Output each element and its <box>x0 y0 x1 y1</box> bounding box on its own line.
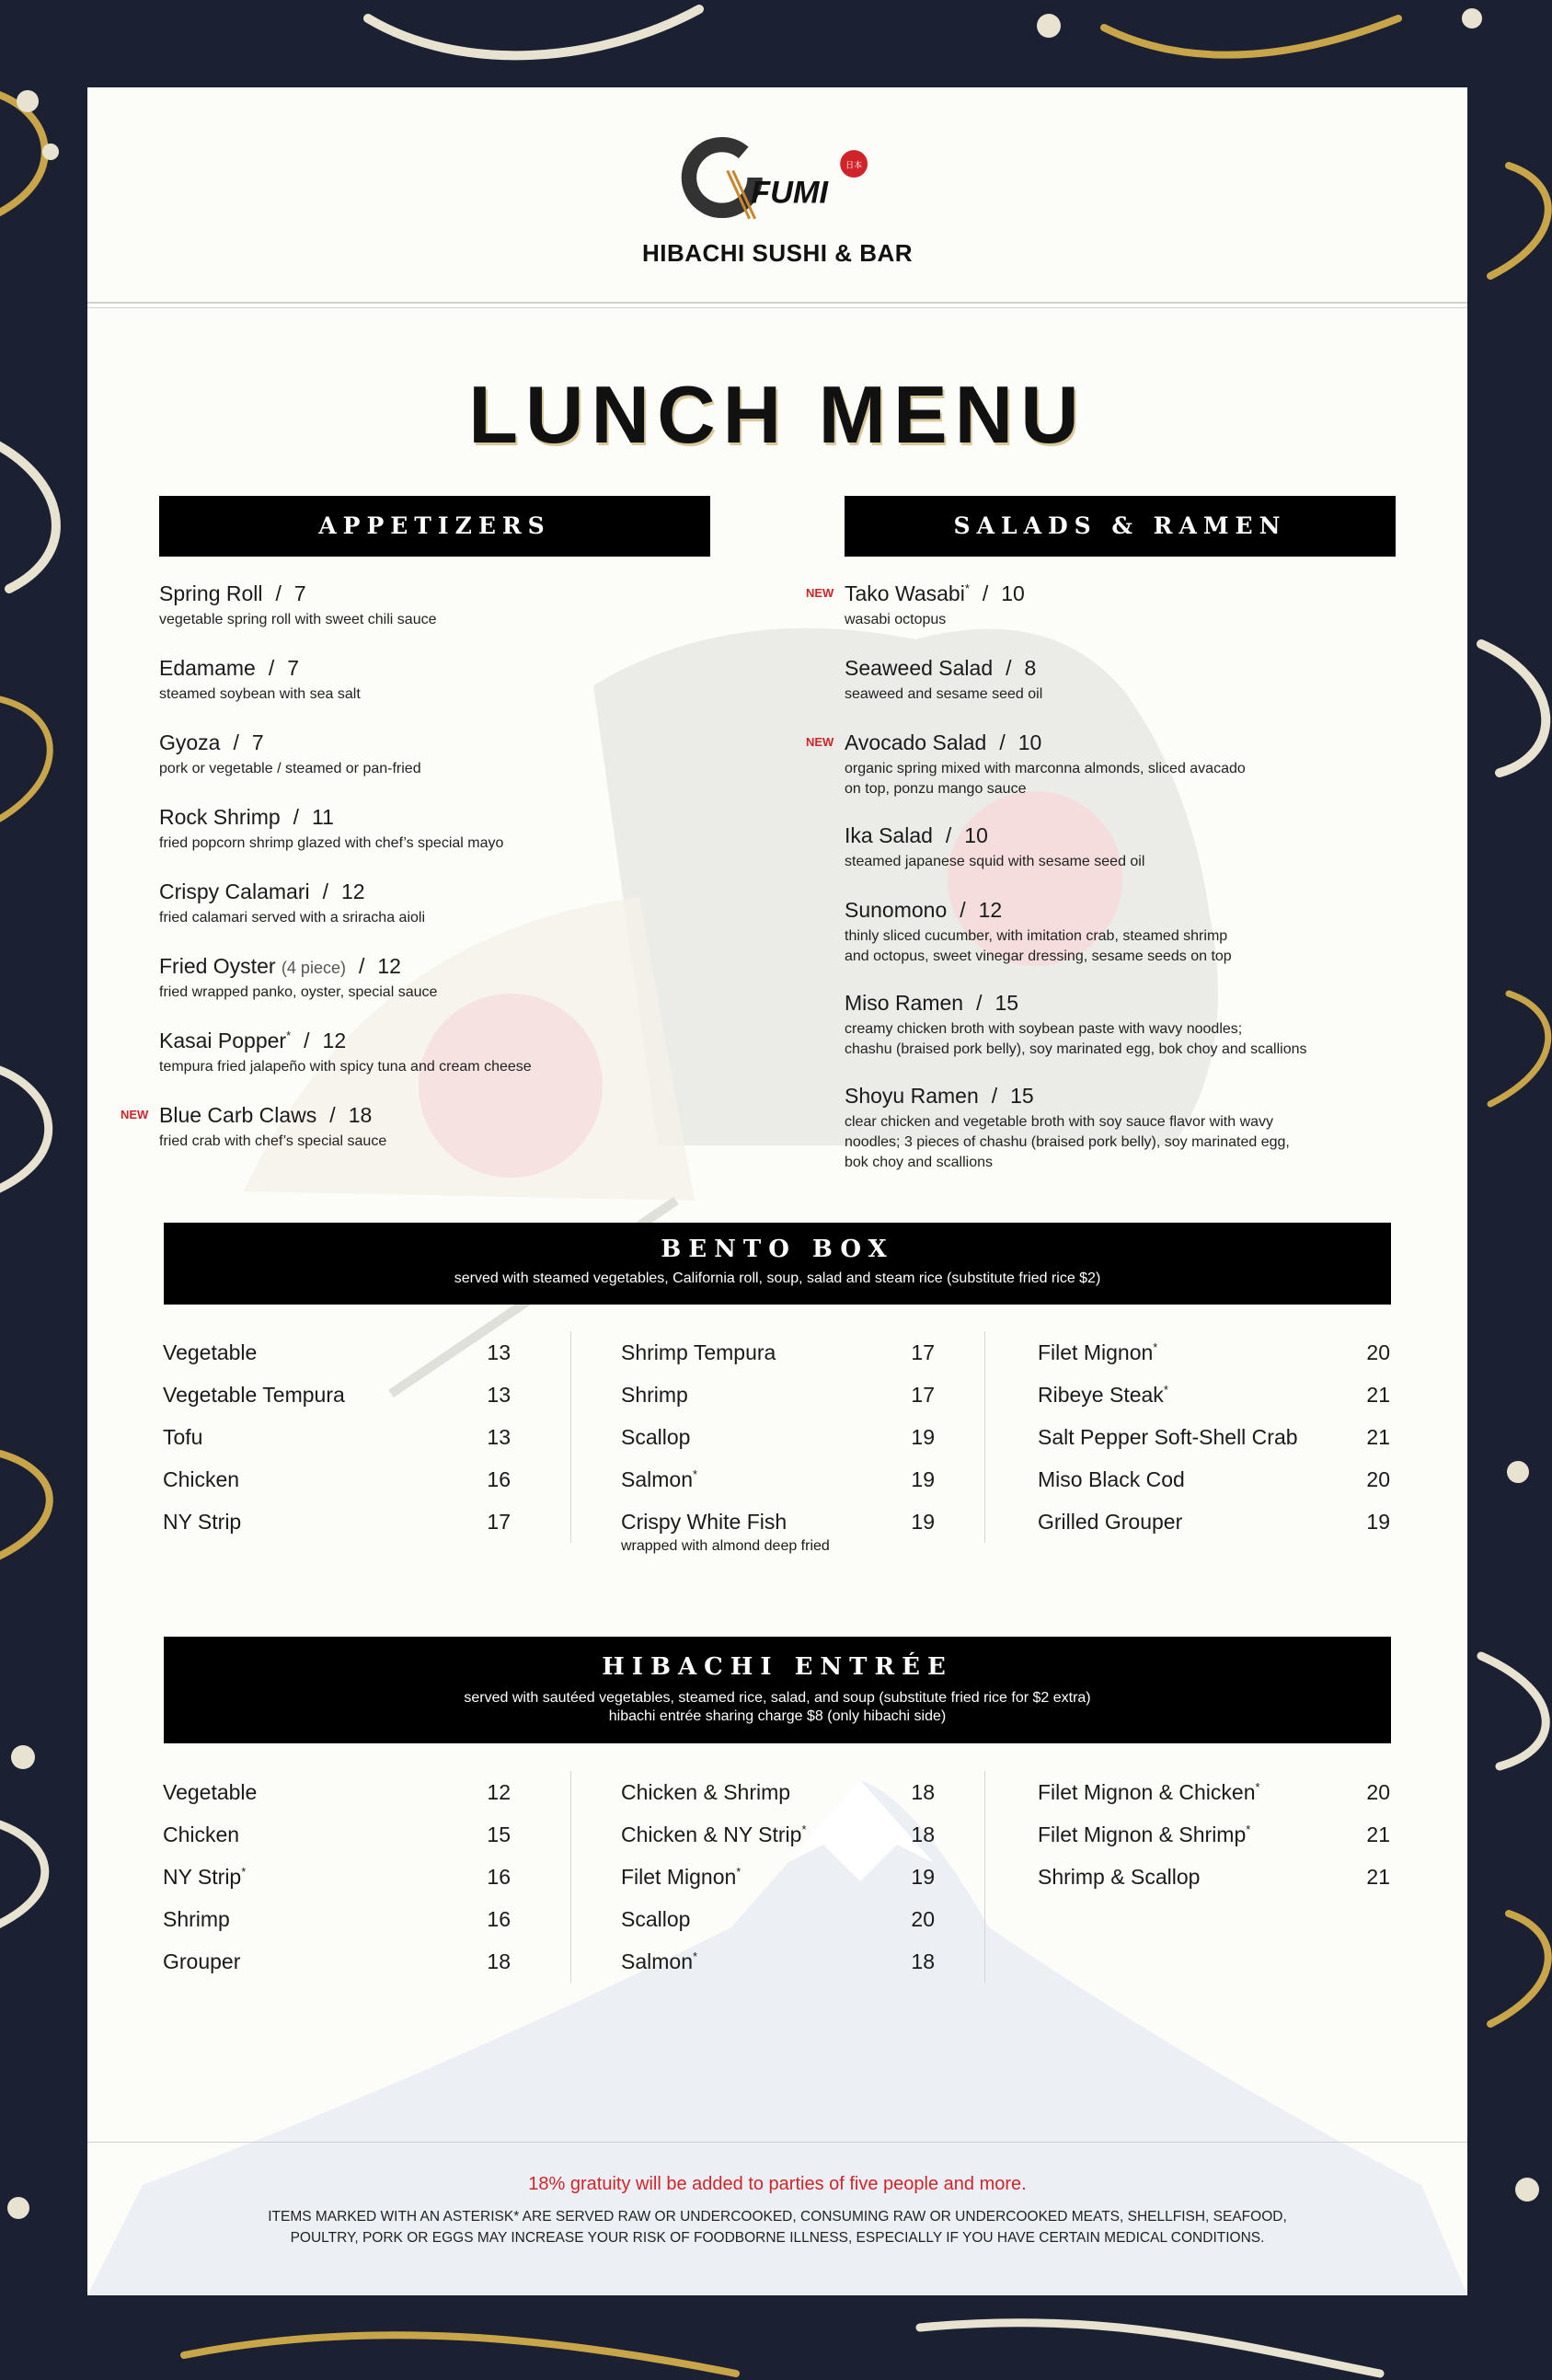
disclaimer-line-1: ITEMS MARKED WITH AN ASTERISK* ARE SERVED RAW OR UNDERCOOKED, CONSUMING RAW OR UNDERCOOKED MEATS, SHELLFISH, SEAFOOD, <box>268 2209 1287 2225</box>
item-description: vegetable spring roll with sweet chili sauce <box>159 612 437 627</box>
item-name: Vegetable <box>163 1340 258 1364</box>
item-name: Crispy White Fish <box>621 1510 787 1534</box>
svg-text:日本: 日本 <box>845 161 863 171</box>
item-name: Tofu <box>163 1425 203 1449</box>
menu-item: Seaweed Salad / 8 seaweed and sesame seed oil <box>845 656 1415 705</box>
item-name: Filet Mignon <box>621 1865 737 1889</box>
item-price: 18 <box>911 1822 935 1846</box>
item-name: Shrimp <box>163 1907 230 1931</box>
menu-item: Rock Shrimp / 11 fried popcorn shrimp glazed with chef’s special mayo <box>159 805 730 854</box>
item-name: Avocado Salad <box>845 730 987 754</box>
item-price: 20 <box>1366 1467 1390 1491</box>
bento-box-header <box>164 1223 1391 1305</box>
raw-asterisk: * <box>1163 1383 1168 1397</box>
menu-item <box>621 1383 688 1408</box>
menu-item <box>163 1907 230 1932</box>
item-name: NY Strip <box>163 1865 242 1889</box>
item-price: 21 <box>1366 1425 1390 1449</box>
menu-item <box>621 1949 697 1974</box>
item-price: 19 <box>911 1865 935 1889</box>
item-price: 16 <box>487 1907 511 1931</box>
item-name: Grilled Grouper <box>1038 1510 1183 1534</box>
hibachi-header <box>164 1637 1391 1743</box>
menu-item <box>621 1425 690 1450</box>
item-name: Shrimp Tempura <box>621 1340 776 1364</box>
item-name: Miso Black Cod <box>1038 1467 1185 1491</box>
item-description: wrapped with almond deep fried <box>621 1538 830 1554</box>
raw-asterisk: * <box>692 1467 698 1481</box>
item-description: tempura fried jalapeño with spicy tuna and cream cheese <box>159 1059 532 1075</box>
item-price: 13 <box>487 1340 511 1364</box>
menu-item <box>1038 1425 1298 1450</box>
column-divider <box>570 1331 571 1543</box>
item-price: 19 <box>1366 1510 1390 1534</box>
item-description: creamy chicken broth with soybean paste with wavy noodles; chashu (braised pork belly), soy marinated egg, bok choy and scallions <box>845 1021 1307 1057</box>
menu-item <box>163 1510 241 1535</box>
menu-item <box>621 1467 697 1492</box>
item-price: 20 <box>1366 1780 1390 1804</box>
item-price: 10 <box>1017 730 1042 754</box>
menu-item <box>621 1510 830 1555</box>
item-name: Kasai Popper <box>159 1029 287 1052</box>
item-price: 7 <box>251 730 264 754</box>
menu-item: Edamame / 7 steamed soybean with sea salt <box>159 656 730 705</box>
item-price: 7 <box>287 656 300 680</box>
item-price: 17 <box>487 1510 511 1534</box>
raw-asterisk: * <box>801 1822 807 1836</box>
menu-item <box>163 1467 239 1492</box>
item-name: Rock Shrimp <box>159 805 281 829</box>
item-price: 16 <box>487 1467 511 1491</box>
item-name: Chicken & NY Strip <box>621 1822 802 1846</box>
menu-item: Sunomono / 12 thinly sliced cucumber, with imitation crab, steamed shrimp and octopus, sweet vinegar dressing, sesame seeds on top <box>845 898 1415 967</box>
item-name: Filet Mignon & Chicken <box>1038 1780 1256 1804</box>
disclaimer-line-2: POULTRY, PORK OR EGGS MAY INCREASE YOUR RISK OF FOODBORNE ILLNESS, ESPECIALLY IF YOU HAVE CERTAIN MEDICAL CONDITIONS. <box>290 2230 1265 2246</box>
menu-item <box>621 1907 690 1932</box>
item-description: fried calamari served with a sriracha aioli <box>159 910 425 926</box>
menu-item: Crispy Calamari / 12 fried calamari served with a sriracha aioli <box>159 880 730 928</box>
menu-item <box>163 1340 257 1365</box>
raw-asterisk: * <box>1246 1822 1251 1836</box>
page-title: LUNCH MENU <box>468 369 1086 460</box>
item-description: fried popcorn shrimp glazed with chef’s special mayo <box>159 835 504 851</box>
item-price: 17 <box>911 1383 935 1407</box>
item-price: 15 <box>487 1822 511 1846</box>
menu-item <box>621 1865 741 1890</box>
menu-item: NEW Avocado Salad / 10 organic spring mixed with marconna almonds, sliced avacado on top, ponzu mango sauce <box>845 730 1415 799</box>
item-name: Seaweed Salad <box>845 656 994 680</box>
footer-divider <box>87 2142 1467 2143</box>
item-name: Chicken & Shrimp <box>621 1780 791 1804</box>
menu-item <box>1038 1467 1185 1492</box>
item-description: clear chicken and vegetable broth with soy sauce flavor with wavy noodles; 3 pieces of chashu (braised pork belly), soy marinated egg, bok choy and scallions <box>845 1114 1290 1170</box>
menu-item <box>163 1822 239 1847</box>
item-price: 15 <box>1010 1084 1034 1108</box>
item-price: 11 <box>312 805 334 829</box>
menu-panel <box>87 87 1467 2295</box>
item-name: Scallop <box>621 1907 691 1931</box>
item-name: Shrimp <box>621 1383 688 1407</box>
item-price: 16 <box>487 1865 511 1889</box>
item-name: Sunomono <box>845 898 948 922</box>
item-name: Salt Pepper Soft-Shell Crab <box>1038 1425 1298 1449</box>
menu-item <box>621 1780 790 1805</box>
item-price: 21 <box>1366 1383 1390 1407</box>
item-description: organic spring mixed with marconna almonds, sliced avacado on top, ponzu mango sauce <box>845 761 1246 797</box>
menu-item <box>1038 1822 1250 1847</box>
menu-item <box>1038 1340 1157 1365</box>
item-price: 12 <box>377 954 401 978</box>
item-price: 18 <box>487 1949 511 1973</box>
menu-item <box>1038 1510 1182 1535</box>
menu-item <box>621 1340 776 1365</box>
raw-asterisk: * <box>1255 1780 1260 1794</box>
menu-item <box>163 1780 257 1805</box>
item-name: Chicken <box>163 1822 240 1846</box>
menu-item: Shoyu Ramen / 15 clear chicken and vegetable broth with soy sauce flavor with wavy noodles; 3 pieces of chashu (braised pork belly), soy marinated egg, bok choy and scallions <box>845 1084 1415 1173</box>
item-name: Salmon <box>621 1467 693 1491</box>
menu-item <box>1038 1383 1168 1408</box>
item-price: 10 <box>1001 581 1025 605</box>
appetizers-heading: APPETIZERS <box>159 496 710 557</box>
header-divider <box>87 302 1467 304</box>
item-description: seaweed and sesame seed oil <box>845 686 1043 702</box>
item-price: 20 <box>911 1907 935 1931</box>
hibachi-subtitle: served with sautéed vegetables, steamed rice, salad, and soup (substitute fried rice for $2 extra) <box>464 1690 1091 1706</box>
item-name: Miso Ramen <box>845 991 964 1015</box>
item-name: Crispy Calamari <box>159 880 310 903</box>
item-price: 18 <box>911 1949 935 1973</box>
item-price: 21 <box>1366 1822 1390 1846</box>
item-description: pork or vegetable / steamed or pan-fried <box>159 761 421 776</box>
menu-item <box>1038 1865 1200 1890</box>
item-price: 12 <box>978 898 1003 922</box>
svg-text:FUMI: FUMI <box>751 175 829 211</box>
item-name: Shrimp & Scallop <box>1038 1865 1201 1889</box>
item-note: (4 piece) <box>281 959 346 977</box>
item-name: Vegetable Tempura <box>163 1383 345 1407</box>
menu-item <box>163 1865 246 1890</box>
column-divider <box>570 1771 571 1983</box>
item-price: 19 <box>911 1425 935 1449</box>
salads-ramen-heading: SALADS & RAMEN <box>845 496 1396 557</box>
item-price: 13 <box>487 1383 511 1407</box>
item-price: 13 <box>487 1425 511 1449</box>
item-name: Ika Salad <box>845 823 933 847</box>
item-name: Salmon <box>621 1949 693 1973</box>
item-price: 12 <box>340 880 365 903</box>
item-price: 10 <box>964 823 988 847</box>
menu-item <box>163 1425 202 1450</box>
item-description: fried wrapped panko, oyster, special sauce <box>159 984 438 1000</box>
raw-asterisk: * <box>286 1029 292 1042</box>
raw-asterisk: * <box>692 1949 698 1963</box>
item-name: Vegetable <box>163 1780 258 1804</box>
menu-item <box>1038 1780 1260 1805</box>
item-name: NY Strip <box>163 1510 242 1534</box>
item-name: Fried Oyster <box>159 954 276 978</box>
new-badge: NEW <box>806 735 834 749</box>
item-price: 18 <box>911 1780 935 1804</box>
item-name: Spring Roll <box>159 581 263 605</box>
item-name: Filet Mignon & Shrimp <box>1038 1822 1247 1846</box>
item-price: 8 <box>1024 656 1037 680</box>
menu-item: Ika Salad / 10 steamed japanese squid with sesame seed oil <box>845 823 1415 872</box>
raw-asterisk: * <box>1153 1340 1158 1354</box>
item-price: 21 <box>1366 1865 1390 1889</box>
fumi-logo <box>673 126 880 229</box>
menu-item <box>163 1383 345 1408</box>
menu-item: NEW Blue Carb Claws / 18 fried crab with chef’s special sauce <box>159 1103 730 1152</box>
header-divider <box>87 307 1467 308</box>
item-price: 18 <box>348 1103 373 1127</box>
item-name: Scallop <box>621 1425 691 1449</box>
menu-item <box>621 1822 807 1847</box>
new-badge: NEW <box>121 1108 149 1121</box>
menu-item: Miso Ramen / 15 creamy chicken broth with soybean paste with wavy noodles; chashu (braised pork belly), soy marinated egg, bok choy and scallions <box>845 991 1415 1060</box>
item-price: 15 <box>994 991 1019 1015</box>
menu-item: Kasai Popper* / 12 tempura fried jalapeño with spicy tuna and cream cheese <box>159 1029 730 1077</box>
item-description: steamed japanese squid with sesame seed oil <box>845 854 1145 869</box>
hibachi-heading: HIBACHI ENTRÉE <box>602 1653 953 1681</box>
menu-item: Gyoza / 7 pork or vegetable / steamed or pan-fried <box>159 730 730 779</box>
hibachi-sharing-charge: hibachi entrée sharing charge $8 (only hibachi side) <box>608 1708 947 1724</box>
item-price: 20 <box>1366 1340 1390 1364</box>
new-badge: NEW <box>806 586 834 600</box>
item-description: steamed soybean with sea salt <box>159 686 361 702</box>
item-description: wasabi octopus <box>845 612 947 627</box>
menu-item: NEW Tako Wasabi* / 10 wasabi octopus <box>845 581 1415 630</box>
item-name: Blue Carb Claws <box>159 1103 317 1127</box>
item-price: 12 <box>487 1780 511 1804</box>
raw-asterisk: * <box>964 581 970 595</box>
item-name: Tako Wasabi <box>845 581 965 605</box>
item-description: fried crab with chef’s special sauce <box>159 1133 387 1149</box>
item-price: 12 <box>322 1029 347 1052</box>
raw-asterisk: * <box>241 1865 247 1879</box>
item-name: Ribeye Steak <box>1038 1383 1164 1407</box>
item-name: Chicken <box>163 1467 240 1491</box>
item-name: Edamame <box>159 656 256 680</box>
item-price: 7 <box>293 581 306 605</box>
item-price: 19 <box>911 1467 935 1491</box>
item-name: Filet Mignon <box>1038 1340 1154 1364</box>
column-divider <box>984 1771 985 1983</box>
brand-subtitle: HIBACHI SUSHI & BAR <box>641 239 914 267</box>
menu-item: Spring Roll / 7 vegetable spring roll with sweet chili sauce <box>159 581 730 630</box>
bento-heading: BENTO BOX <box>661 1236 894 1263</box>
column-divider <box>984 1331 985 1543</box>
item-name: Gyoza <box>159 730 221 754</box>
item-price: 19 <box>911 1510 935 1534</box>
item-description: thinly sliced cucumber, with imitation crab, steamed shrimp and octopus, sweet vinegar dressing, sesame seeds on top <box>845 928 1232 964</box>
bento-subtitle: served with steamed vegetables, California roll, soup, salad and steam rice (substitute fried rice $2) <box>454 1270 1101 1286</box>
menu-item: Fried Oyster (4 piece) / 12 fried wrapped panko, oyster, special sauce <box>159 954 730 1003</box>
raw-asterisk: * <box>736 1865 742 1879</box>
item-price: 17 <box>911 1340 935 1364</box>
item-name: Grouper <box>163 1949 241 1973</box>
gratuity-notice: 18% gratuity will be added to parties of five people and more. <box>528 2174 1027 2194</box>
item-name: Shoyu Ramen <box>845 1084 979 1108</box>
menu-item <box>163 1949 240 1974</box>
